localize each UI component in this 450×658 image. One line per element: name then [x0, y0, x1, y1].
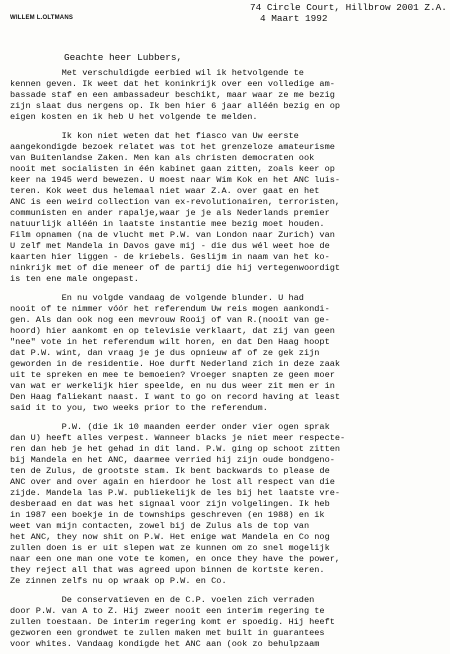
letter-line: Ik kon niet weten dat het fiasco van Uw eerste — [10, 131, 299, 141]
letter-line: bij Mandela en het ANC, daarmee verried hij zijn oude bondgeno- — [10, 455, 335, 465]
letter-line: gezworen een grondwet te zullen maken met built in guarantees — [10, 628, 325, 638]
letter-date: 4 Maart 1992 — [260, 13, 328, 24]
letter-line: zijde. Mandela las P.W. publiekelijk de les bij het laatste vre- — [10, 488, 341, 498]
letter-paragraph — [10, 68, 442, 123]
letter-line: dan U) heeft alles verpest. Wanneer blacks je niet meer respecte- — [10, 433, 346, 443]
letter-line: is ten ene male ongepast. — [10, 274, 139, 284]
letter-line: they reject all that was agreed upon binnen de kortste keren. — [10, 565, 325, 575]
letter-line: naar een one man one vote te komen, en once they have the power, — [10, 554, 341, 564]
letter-line: het ANC, they now shit on P.W. Het enige wat Mandela en Co nog — [10, 532, 330, 542]
letter-line: kennen geven. Ik weet dat het koninkrijk over een volledige am- — [10, 79, 335, 89]
letter-line: door P.W. van A to Z. Hij zweer nooit een interim regering te — [10, 606, 325, 616]
sender-address: 74 Circle Court, Hillbrow 2001 Z.A. — [250, 2, 447, 13]
letter-line: ANC is een weird collection van ex-revolutionairen, terroristen, — [10, 197, 341, 207]
letter-body — [10, 68, 442, 658]
letter-line: eigen kosten en ik heb U het volgende te melden. — [10, 112, 258, 122]
letter-line: communisten en ander rapalje,waar je je als Nederlands premier — [10, 208, 330, 218]
letter-line: ANC over and over again en hierdoor he lost all respect van die — [10, 477, 335, 487]
letter-paragraph — [10, 422, 442, 587]
letter-line: said it to you, two weeks prior to the referendum. — [10, 403, 268, 413]
letter-line: desberaad en dat was het signaal voor zijn volgelingen. Ik heb — [10, 499, 330, 509]
letter-line: ten de Zulus, de grootste stam. Ik bent backwards to please de — [10, 466, 330, 476]
letter-line: Ze zinnen zelfs nu op wraak op P.W. en Co. — [10, 576, 227, 586]
letter-line: keer na 1945 werd bewezen. U moest naar Wim Kok en het ANC luis- — [10, 175, 341, 185]
letter-line: natuurlijk alléén in laatste instantie mee bezig moet houden. — [10, 219, 325, 229]
letter-line: geworden in de residentie. Hoe durft Nederland zich in deze zaak — [10, 359, 341, 369]
letter-line: nooit met socialisten in één kabinet gaan zitten, zoals keer op — [10, 164, 335, 174]
letter-line: U zelf met Mandela in Davos gave mij - die dus wél weet hoe de — [10, 241, 330, 251]
letter-line: Den Haag faliekant naast. I want to go on record having at least — [10, 392, 341, 402]
letter-line: gen. Als dan ook nog een mevrouw Rooij of van R.(nooit van ge- — [10, 315, 330, 325]
letter-line: teren. Kok weet dus helemaal niet waar Z.A. over gaat en het — [10, 186, 320, 196]
letter-line: "nee" vote in het referendum wilt horen, en dat Den Haag hoopt — [10, 337, 330, 347]
letter-line: Met verschuldigde eerbied wil ik hetvolgende te — [10, 68, 304, 78]
letter-line: uit te spreken en mee te bemoeien? Vroeger snapten ze geen moer — [10, 370, 335, 380]
letter-line: zullen toestaan. De interim regering komt er spoedig. Hij heeft — [10, 617, 335, 627]
letter-line: De conservatieven en de C.P. voelen zich verraden — [10, 595, 315, 605]
letter-line: hoord) hier aankomt en op televisie verklaart, dat zij van geen — [10, 326, 335, 336]
letter-line: weet van mijn contacten, zowel bij de Zulus als de top van — [10, 521, 310, 531]
letter-line: in 1987 een boekje in de townships geschreven (en 1988) en ik — [10, 510, 325, 520]
letter-line: zullen doen is er uit slepen wat ze kunnen om zo snel mogelijk — [10, 543, 330, 553]
letter-line: En nu volgde vandaag de volgende blunder. U had — [10, 293, 304, 303]
letter-line: van wat er werkelijk hier speelde, en nu dus weer zit men er in — [10, 381, 335, 391]
letter-line: voor whites. Vandaag kondigde het ANC aan (ook zo behulpzaam — [10, 639, 320, 649]
letter-line: dat P.W. wint, dan vraag je je dus opnieuw af of ze gek zijn — [10, 348, 320, 358]
letter-line: van Buitenlandse Zaken. Men kan als christen democraten ook — [10, 153, 315, 163]
letter-line: P.W. (die ik 10 maanden eerder onder vier ogen sprak — [10, 422, 330, 432]
letter-line: aangekondigde bezoek relatet was tot het grenzeloze amateurisme — [10, 142, 335, 152]
letter-line: ninkrijk met of die meneer of de partij die hij vertegenwoordigt — [10, 263, 341, 273]
letter-line: bassade staf en een ambassadeur beschikt, maar waar ze me bezig — [10, 90, 335, 100]
letter-line: ren dan heb je het gehad in dit land. P.W. ging op schoot zitten — [10, 444, 341, 454]
letter-line: kaarten hier liggen - de kriebels. Geslijm in naam van het ko- — [10, 252, 330, 262]
letter-line: Film opnamen (na de vlucht met P.W. van London naar Zurich) van — [10, 230, 335, 240]
letter-line: zijn slaat dus nergens op. Ik ben hier 6 jaar alléén bezig en op — [10, 101, 341, 111]
letter-paragraph — [10, 595, 442, 650]
letterhead-address-block — [250, 2, 447, 24]
sender-name: WILLEM L.OLTMANS — [10, 15, 74, 21]
salutation: Geachte heer Lubbers, — [64, 52, 183, 63]
letter-paragraph — [10, 131, 442, 285]
letter-line: nooit of te nimmer vóór het referendum Uw reis mogen aankondi- — [10, 304, 330, 314]
letter-paragraph — [10, 293, 442, 414]
